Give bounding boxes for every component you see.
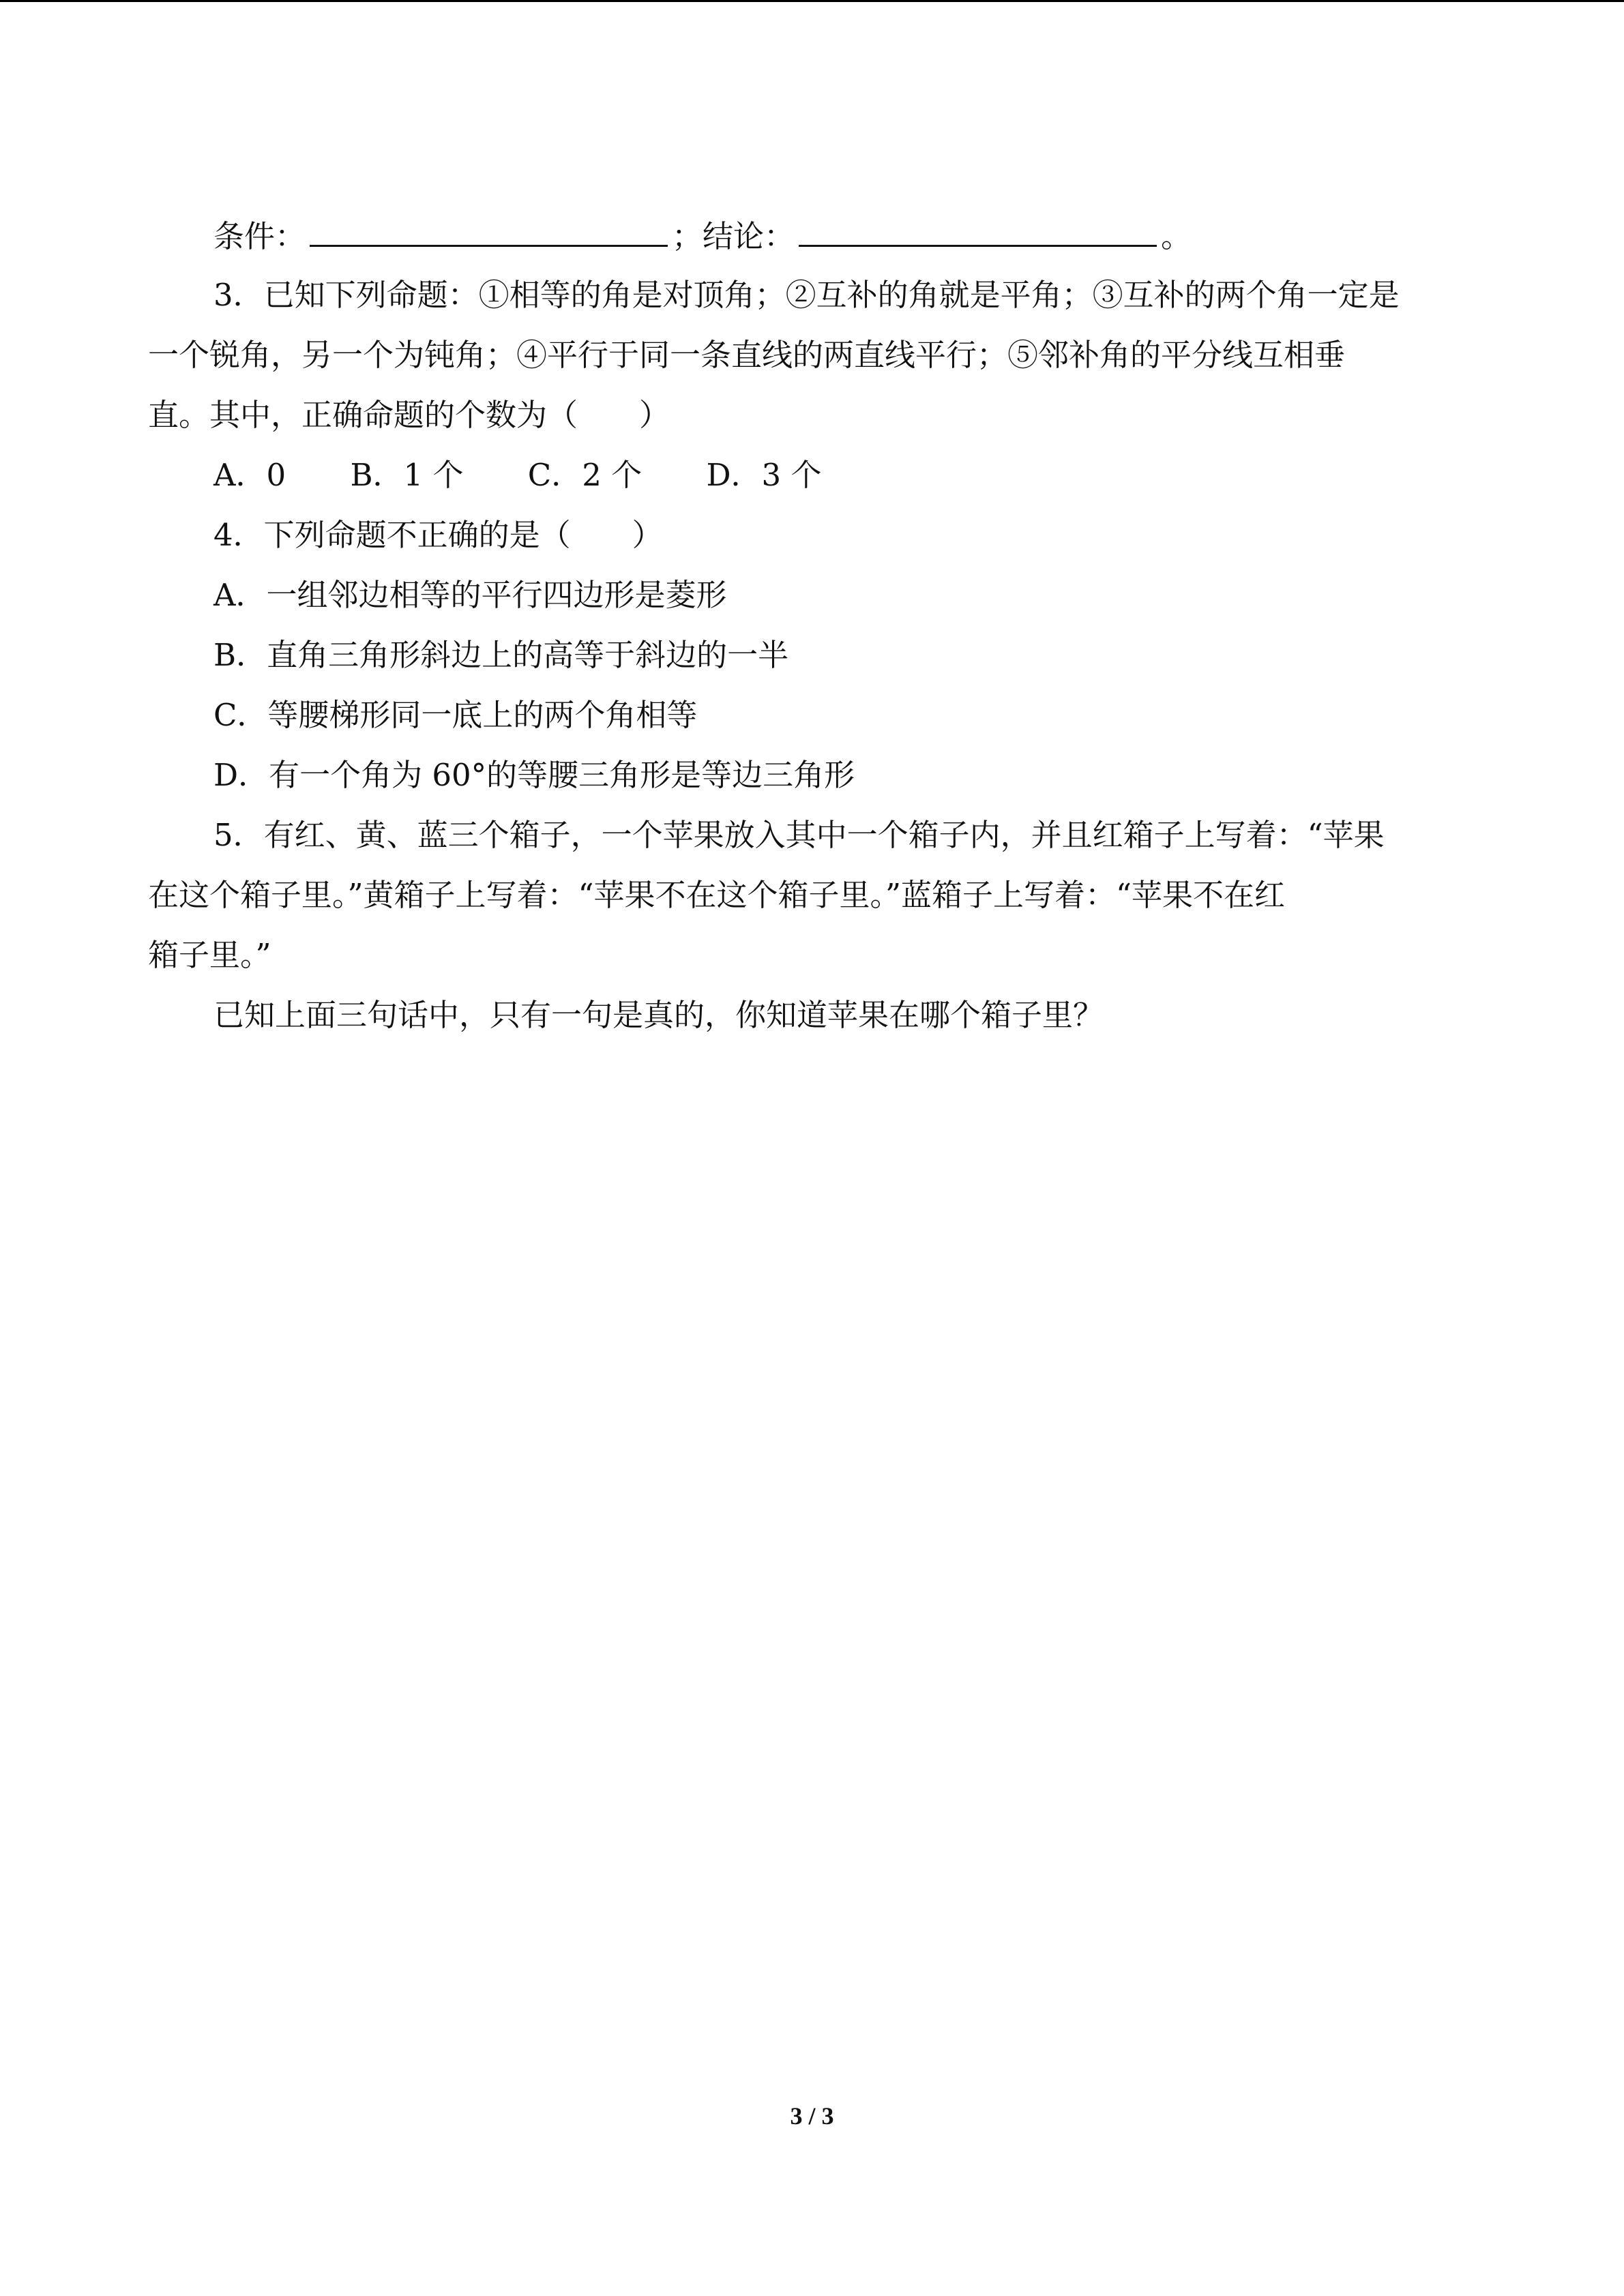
q5-line-4: 已知上面三句话中，只有一句是真的，你知道苹果在哪个箱子里？	[213, 997, 1104, 1033]
q4-option-c: C．等腰梯形同一底上的两个角相等	[213, 697, 698, 733]
q4-option-a: A．一组邻边相等的平行四边形是菱形	[213, 577, 727, 613]
q5-line-1: 5．有红、黄、蓝三个箱子，一个苹果放入其中一个箱子内，并且红箱子上写着：“苹果	[213, 817, 1385, 853]
q5-line-2: 在这个箱子里。”黄箱子上写着：“苹果不在这个箱子里。”蓝箱子上写着：“苹果不在红	[148, 877, 1286, 913]
q3-option-b: B．1 个	[350, 457, 464, 493]
q3-line-2: 一个锐角，另一个为钝角；④平行于同一条直线的两直线平行；⑤邻补角的平分线互相垂	[148, 337, 1346, 373]
q3-line-1: 3．已知下列命题：①相等的角是对顶角；②互补的角就是平角；③互补的两个角一定是	[213, 277, 1400, 313]
q3-line-3: 直。其中，正确命题的个数为（ ）	[148, 397, 670, 433]
end-mark: 。	[1161, 218, 1192, 254]
q4-option-b: B．直角三角形斜边上的高等于斜边的一半	[213, 637, 789, 673]
q4-option-d: D．有一个角为 60°的等腰三角形是等边三角形	[213, 757, 855, 793]
conclusion-label: ；结论：	[672, 218, 795, 254]
condition-answer-blank[interactable]	[310, 215, 668, 247]
q3-options	[213, 455, 821, 496]
q5-line-3: 箱子里。”	[148, 937, 271, 973]
q4-stem: 4．下列命题不正确的是（ ）	[213, 517, 663, 553]
q3-option-a: A．0	[213, 457, 286, 493]
condition-label: 条件：	[213, 218, 306, 254]
q3-option-c: C．2 个	[527, 457, 643, 493]
conclusion-answer-blank[interactable]	[799, 215, 1157, 247]
q2-fill-in-line	[213, 215, 1192, 256]
q3-option-d: D．3 个	[706, 457, 822, 493]
page-number: 3 / 3	[790, 2102, 834, 2130]
page-top-border	[0, 0, 1624, 2]
